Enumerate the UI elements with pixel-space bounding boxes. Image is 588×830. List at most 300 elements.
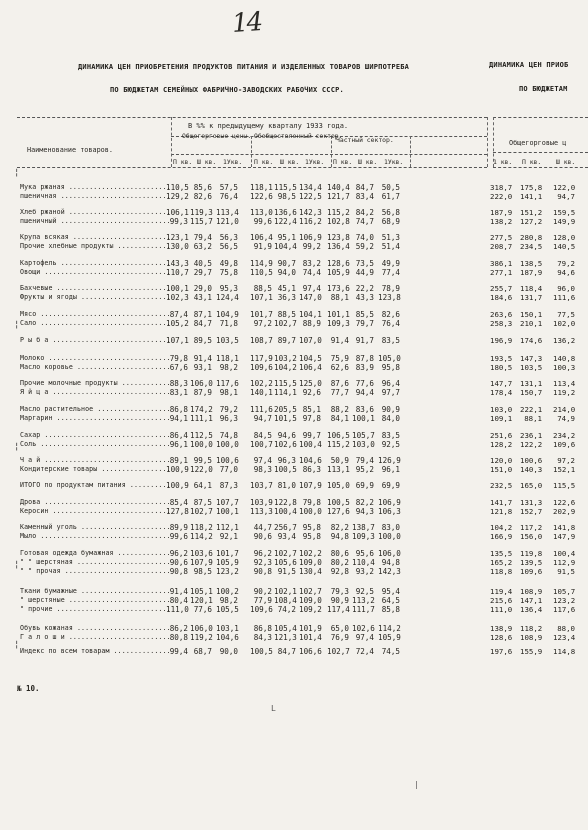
value-cell: 98,1 <box>219 388 238 397</box>
margin-tick: ¦ <box>14 640 20 650</box>
value-cell: 107,9 <box>190 558 213 567</box>
right-value-cell: 127,2 <box>520 217 543 226</box>
value-cell: 62,6 <box>330 363 349 372</box>
value-cell: 106,9 <box>299 233 322 242</box>
value-cell: 92,5 <box>381 440 400 449</box>
group-header-general: Общегорговые цены. <box>182 132 252 140</box>
value-cell: 120,1 <box>190 596 213 605</box>
value-cell: 98,3 <box>253 465 272 474</box>
row-label: Картофель ..... <box>20 259 170 267</box>
value-cell: 84,0 <box>381 414 400 423</box>
right-value-cell: 180,5 <box>490 363 513 372</box>
value-cell: 114,2 <box>378 624 401 633</box>
right-value-cell: 155,9 <box>520 647 543 656</box>
right-value-cell: 277,5 <box>490 233 513 242</box>
value-cell: 115,7 <box>190 217 213 226</box>
value-cell: 85,6 <box>193 183 212 192</box>
margin-tick: ¦ <box>14 560 20 570</box>
quarter-header-ii: П кв. <box>333 158 353 166</box>
value-cell: 98,5 <box>277 192 296 201</box>
margin-tick: ¦ <box>14 168 20 178</box>
value-cell: 90,9 <box>330 596 349 605</box>
right-value-cell: 117,2 <box>520 523 543 532</box>
value-cell: 99,5 <box>193 456 212 465</box>
value-cell: 65,0 <box>330 624 349 633</box>
row-label: Мыло ..... <box>20 532 170 540</box>
value-cell: 94,8 <box>330 532 349 541</box>
right-value-cell: 104,2 <box>490 523 513 532</box>
value-cell: 84,7 <box>193 319 212 328</box>
right-value-cell: 141,8 <box>553 523 576 532</box>
table-row <box>0 192 588 201</box>
value-cell: 94,8 <box>381 558 400 567</box>
value-cell: 126,9 <box>378 456 401 465</box>
value-cell: 36,3 <box>277 293 296 302</box>
value-cell: 95,8 <box>381 363 400 372</box>
value-cell: 94,1 <box>169 414 188 423</box>
table-top-rule-right <box>493 117 588 118</box>
value-cell: 121,0 <box>216 217 239 226</box>
right-value-cell: 386,1 <box>490 259 513 268</box>
quarter-header-iv: 1Укв. <box>305 158 325 166</box>
right-value-cell: 108,9 <box>520 633 543 642</box>
value-cell: 68,7 <box>193 647 212 656</box>
value-cell: 100,0 <box>378 532 401 541</box>
right-value-cell: 136,2 <box>553 336 576 345</box>
quarter-header-iv: 1Укв. <box>384 158 404 166</box>
right-value-cell: 128,6 <box>490 633 513 642</box>
value-cell: 105,7 <box>352 431 375 440</box>
value-cell: 85,1 <box>302 405 321 414</box>
value-cell: 122,6 <box>250 192 273 201</box>
value-cell: 102,2 <box>250 379 273 388</box>
value-cell: 59,2 <box>355 242 374 251</box>
handwritten-page-number: 14 <box>230 7 263 39</box>
right-value-cell: 174,6 <box>520 336 543 345</box>
value-cell: 93,1 <box>193 363 212 372</box>
row-label: Маргарин ..... <box>20 414 170 422</box>
value-cell: 79,3 <box>330 587 349 596</box>
value-cell: 113,0 <box>250 208 273 217</box>
table-row <box>0 456 588 465</box>
value-cell: 81,0 <box>277 481 296 490</box>
right-value-cell: 114,8 <box>553 647 576 656</box>
value-cell: 110,5 <box>166 183 189 192</box>
value-cell: 117,9 <box>250 354 273 363</box>
right-value-cell: 222,1 <box>520 405 543 414</box>
value-cell: 103,1 <box>216 624 239 633</box>
right-value-cell: 100,3 <box>553 363 576 372</box>
right-value-cell: 112,9 <box>553 558 576 567</box>
right-value-cell: 131,1 <box>520 379 543 388</box>
value-cell: 92,1 <box>219 532 238 541</box>
value-cell: 105,9 <box>378 633 401 642</box>
value-cell: 79,4 <box>193 233 212 242</box>
value-cell: 101,7 <box>250 310 273 319</box>
right-value-cell: 255,7 <box>490 284 513 293</box>
value-cell: 92,8 <box>330 567 349 576</box>
right-value-cell: 123,2 <box>553 596 576 605</box>
value-cell: 96,2 <box>253 549 272 558</box>
right-value-cell: 113,4 <box>553 379 576 388</box>
table-row <box>0 405 588 414</box>
value-cell: 91,5 <box>277 567 296 576</box>
right-value-cell: 175,8 <box>520 183 543 192</box>
value-cell: 109,3 <box>327 319 350 328</box>
row-label: Мука ржаная ..... <box>20 183 170 191</box>
value-cell: 69,9 <box>381 481 400 490</box>
value-cell: 109,6 <box>250 605 273 614</box>
value-cell: 76,4 <box>381 319 400 328</box>
right-value-cell: 141,7 <box>490 498 513 507</box>
value-cell: 96,3 <box>219 414 238 423</box>
value-cell: 123,8 <box>378 293 401 302</box>
value-cell: 101,4 <box>299 633 322 642</box>
value-cell: 102,7 <box>327 647 350 656</box>
value-cell: 119,2 <box>190 633 213 642</box>
value-cell: 102,7 <box>274 319 297 328</box>
value-cell: 84,2 <box>355 208 374 217</box>
value-cell: 114,2 <box>190 532 213 541</box>
row-label: Соль ..... <box>20 440 170 448</box>
value-cell: 94,7 <box>253 414 272 423</box>
name-column-header: Наименование товаров. <box>27 146 113 154</box>
value-cell: 64,1 <box>193 481 212 490</box>
value-cell: 44,9 <box>355 268 374 277</box>
value-cell: 142,3 <box>378 567 401 576</box>
value-cell: 105,0 <box>327 481 350 490</box>
value-cell: 97,7 <box>381 388 400 397</box>
value-cell: 84,5 <box>253 431 272 440</box>
value-cell: 105,0 <box>378 354 401 363</box>
row-label: Хлеб ржаной ..... <box>20 208 170 216</box>
value-cell: 147,0 <box>299 293 322 302</box>
value-cell: 101,5 <box>274 414 297 423</box>
value-cell: 105,9 <box>327 268 350 277</box>
row-label: Овощи ..... <box>20 268 170 276</box>
value-cell: 115,5 <box>274 183 297 192</box>
right-value-cell: 140,5 <box>553 242 576 251</box>
value-cell: 86,8 <box>253 624 272 633</box>
row-label: Крупа всякая ..... <box>20 233 170 241</box>
value-cell: 102,7 <box>190 507 213 516</box>
right-value-cell: 232,5 <box>490 481 513 490</box>
right-value-cell: 222,0 <box>490 192 513 201</box>
value-cell: 69,9 <box>355 481 374 490</box>
column-divider <box>331 136 332 167</box>
table-row <box>0 336 588 345</box>
table-row <box>0 354 588 363</box>
table-row <box>0 414 588 423</box>
value-cell: 123,2 <box>216 567 239 576</box>
value-cell: 140,1 <box>250 388 273 397</box>
right-value-cell: 156,0 <box>520 532 543 541</box>
value-cell: 84,3 <box>253 633 272 642</box>
value-cell: 87,1 <box>193 310 212 319</box>
value-cell: 103,5 <box>216 336 239 345</box>
document-title: ДИНАМИКА ЦЕН ПРИОБРЕТЕНИЯ ПРОДУКТОВ ПИТАНИЯ И ИЗДЕЛЕННЫХ ТОВАРОВ ШИРПОТРЕБА <box>78 63 410 71</box>
value-cell: 113,4 <box>216 208 239 217</box>
right-value-cell: 102,0 <box>553 319 576 328</box>
value-cell: 99,2 <box>302 242 321 251</box>
right-value-cell: 97,2 <box>557 456 575 465</box>
value-cell: 106,9 <box>378 498 401 507</box>
value-cell: 143,3 <box>166 259 189 268</box>
value-cell: 118,2 <box>190 523 213 532</box>
row-label: " шерстяные ..... <box>20 596 170 604</box>
value-cell: 124,4 <box>216 293 239 302</box>
value-cell: 89,1 <box>169 456 188 465</box>
value-cell: 56,8 <box>381 208 400 217</box>
table-row <box>0 259 588 268</box>
value-cell: 92,3 <box>253 558 272 567</box>
right-value-cell: 109,6 <box>553 440 576 449</box>
value-cell: 112,1 <box>216 523 239 532</box>
value-cell: 103,7 <box>250 481 273 490</box>
table-row <box>0 388 588 397</box>
group-header-socialized: Обобществленный сектор. <box>254 132 343 140</box>
value-cell: 104,1 <box>299 310 322 319</box>
table-row <box>0 523 588 532</box>
value-cell: 83,5 <box>381 431 400 440</box>
row-label: Масло растительное ..... <box>20 405 170 413</box>
value-cell: 86,2 <box>169 624 188 633</box>
value-cell: 83,6 <box>355 405 374 414</box>
right-value-cell: 96,0 <box>557 284 575 293</box>
quarter-header-ii: П кв. <box>173 158 193 166</box>
value-cell: 100,7 <box>250 440 273 449</box>
table-row <box>0 596 588 605</box>
value-cell: 100,1 <box>352 414 375 423</box>
value-cell: 91,4 <box>330 336 349 345</box>
right-value-cell: 151,0 <box>490 465 513 474</box>
value-cell: 73,5 <box>355 259 374 268</box>
value-cell: 100,1 <box>166 284 189 293</box>
right-page-title-fragment: ДИНАМИКА ЦЕН ПРИОБ <box>489 61 569 69</box>
value-cell: 103,6 <box>190 549 213 558</box>
value-cell: 102,6 <box>274 440 297 449</box>
value-cell: 106,1 <box>166 208 189 217</box>
value-cell: 100,5 <box>250 647 273 656</box>
value-cell: 90,8 <box>169 567 188 576</box>
value-cell: 102,7 <box>299 587 322 596</box>
right-value-cell: 77,5 <box>557 310 575 319</box>
quarter-header-rule <box>171 154 487 155</box>
value-cell: 85,4 <box>169 498 188 507</box>
value-cell: 100,0 <box>190 440 213 449</box>
right-value-cell: 193,5 <box>490 354 513 363</box>
value-cell: 122,0 <box>190 465 213 474</box>
right-value-cell: 111,6 <box>553 293 576 302</box>
right-value-cell: 236,1 <box>520 431 543 440</box>
value-cell: 22,2 <box>355 284 374 293</box>
value-cell: 44,7 <box>253 523 272 532</box>
right-value-cell: 147,3 <box>520 354 543 363</box>
row-label: Обувь кожаная ..... <box>20 624 170 632</box>
value-cell: 100,6 <box>216 456 239 465</box>
value-cell: 90,6 <box>169 558 188 567</box>
row-label: пшеничный ..... <box>20 217 170 225</box>
table-row <box>0 587 588 596</box>
value-cell: 113,2 <box>352 596 375 605</box>
value-cell: 49,8 <box>219 259 238 268</box>
right-value-cell: 150,1 <box>520 310 543 319</box>
right-value-cell: 251,6 <box>490 431 513 440</box>
right-value-cell: 214,0 <box>553 405 576 414</box>
value-cell: 100,0 <box>216 440 239 449</box>
value-cell: 104,2 <box>274 363 297 372</box>
value-cell: 121,3 <box>274 633 297 642</box>
value-cell: 89,9 <box>169 523 188 532</box>
value-cell: 90,2 <box>253 587 272 596</box>
value-cell: 129,2 <box>166 192 189 201</box>
value-cell: 77,7 <box>330 388 349 397</box>
value-cell: 95,3 <box>219 284 238 293</box>
table-row <box>0 233 588 242</box>
value-cell: 95,6 <box>355 549 374 558</box>
value-cell: 86,3 <box>302 465 321 474</box>
value-cell: 138,7 <box>352 523 375 532</box>
value-cell: 91,7 <box>355 336 374 345</box>
value-cell: 90,9 <box>381 405 400 414</box>
value-cell: 95,4 <box>381 587 400 596</box>
value-cell: 102,1 <box>274 587 297 596</box>
value-cell: 97,4 <box>302 284 321 293</box>
row-label: Ткани бумажные ..... <box>20 587 170 595</box>
quarter-header-iii: Ш кв. <box>358 158 378 166</box>
value-cell: 96,1 <box>381 465 400 474</box>
value-cell: 95,2 <box>355 465 374 474</box>
value-cell: 75,8 <box>219 268 238 277</box>
value-cell: 123,1 <box>166 233 189 242</box>
percent-header: В %% к предыдущему кварталу 1933 года. <box>188 122 349 130</box>
value-cell: 51,4 <box>381 242 400 251</box>
value-cell: 108,7 <box>250 336 273 345</box>
value-cell: 119,3 <box>190 208 213 217</box>
table-row <box>0 605 588 614</box>
value-cell: 90,7 <box>277 259 296 268</box>
right-value-cell: 152,1 <box>553 465 576 474</box>
table-row <box>0 549 588 558</box>
value-cell: 96,1 <box>169 440 188 449</box>
value-cell: 90,8 <box>253 567 272 576</box>
value-cell: 76,4 <box>219 192 238 201</box>
value-cell: 109,2 <box>299 605 322 614</box>
value-cell: 173,6 <box>327 284 350 293</box>
value-cell: 130,0 <box>166 242 189 251</box>
value-cell: 100,4 <box>299 440 322 449</box>
value-cell: 82,2 <box>355 498 374 507</box>
column-divider <box>487 117 488 167</box>
value-cell: 77,6 <box>193 605 212 614</box>
row-label: Я й ц а ..... <box>20 388 170 396</box>
value-cell: 77,9 <box>253 596 272 605</box>
table-row <box>0 379 588 388</box>
value-cell: 102,2 <box>299 549 322 558</box>
value-cell: 95,1 <box>277 233 296 242</box>
value-cell: 71,8 <box>219 319 238 328</box>
value-cell: 79,2 <box>219 405 238 414</box>
value-cell: 107,1 <box>166 336 189 345</box>
value-cell: 91,4 <box>169 587 188 596</box>
value-cell: 109,0 <box>299 596 322 605</box>
value-cell: 83,2 <box>302 259 321 268</box>
value-cell: 91,4 <box>193 354 212 363</box>
value-cell: 105,1 <box>190 587 213 596</box>
value-cell: 88,5 <box>277 310 296 319</box>
value-cell: 80,6 <box>330 549 349 558</box>
value-cell: 110,5 <box>250 268 273 277</box>
row-label: Фрукты и ягоды ..... <box>20 293 170 301</box>
right-value-cell: 118,2 <box>520 624 543 633</box>
value-cell: 125,0 <box>299 379 322 388</box>
value-cell: 108,4 <box>274 596 297 605</box>
value-cell: 117,6 <box>216 379 239 388</box>
right-value-cell: 159,5 <box>553 208 576 217</box>
right-value-cell: 119,8 <box>520 549 543 558</box>
right-value-cell: 263,6 <box>490 310 513 319</box>
right-value-cell: 147,7 <box>490 379 513 388</box>
right-value-cell: 135,5 <box>490 549 513 558</box>
value-cell: 87,4 <box>169 310 188 319</box>
right-value-cell: 131,7 <box>520 293 543 302</box>
row-label: пшеничная ..... <box>20 192 170 200</box>
right-value-cell: 184,6 <box>490 293 513 302</box>
value-cell: 77,6 <box>355 379 374 388</box>
value-cell: 87,6 <box>330 379 349 388</box>
right-value-cell: 128,2 <box>490 440 513 449</box>
value-cell: 100,9 <box>166 465 189 474</box>
value-cell: 89,5 <box>193 336 212 345</box>
table-row <box>0 363 588 372</box>
right-quarter-header-i: 1 кв. <box>493 158 513 166</box>
right-value-cell: 234,5 <box>520 242 543 251</box>
value-cell: 98,2 <box>219 596 238 605</box>
table-row <box>0 498 588 507</box>
right-value-cell: 147,9 <box>553 532 576 541</box>
value-cell: 104,4 <box>274 242 297 251</box>
value-cell: 85,5 <box>355 310 374 319</box>
value-cell: 43,3 <box>355 293 374 302</box>
right-value-cell: 94,7 <box>557 192 575 201</box>
value-cell: 104,6 <box>299 456 322 465</box>
table-row <box>0 647 588 656</box>
right-value-cell: 150,7 <box>520 388 543 397</box>
right-value-cell: 234,2 <box>553 431 576 440</box>
margin-tick: ¦ <box>14 442 20 452</box>
column-divider <box>410 136 411 167</box>
value-cell: 111,0 <box>166 605 189 614</box>
right-value-cell: 100,4 <box>553 549 576 558</box>
row-label: " " шерстяная ..... <box>20 558 170 566</box>
value-cell: 61,7 <box>381 192 400 201</box>
row-label: " прочие ..... <box>20 605 170 613</box>
value-cell: 205,5 <box>274 405 297 414</box>
value-cell: 116,2 <box>299 217 322 226</box>
value-cell: 118,1 <box>250 183 273 192</box>
quarter-header-rule-right <box>493 152 588 153</box>
right-value-cell: 258,3 <box>490 319 513 328</box>
value-cell: 74,0 <box>355 233 374 242</box>
right-value-cell: 118,8 <box>490 567 513 576</box>
right-value-cell: 111,0 <box>490 605 513 614</box>
footnote: № 10. <box>17 684 40 693</box>
value-cell: 97,4 <box>355 633 374 642</box>
value-cell: 83,9 <box>355 363 374 372</box>
value-cell: 84,1 <box>330 414 349 423</box>
value-cell: 107,0 <box>299 336 322 345</box>
value-cell: 82,6 <box>381 310 400 319</box>
